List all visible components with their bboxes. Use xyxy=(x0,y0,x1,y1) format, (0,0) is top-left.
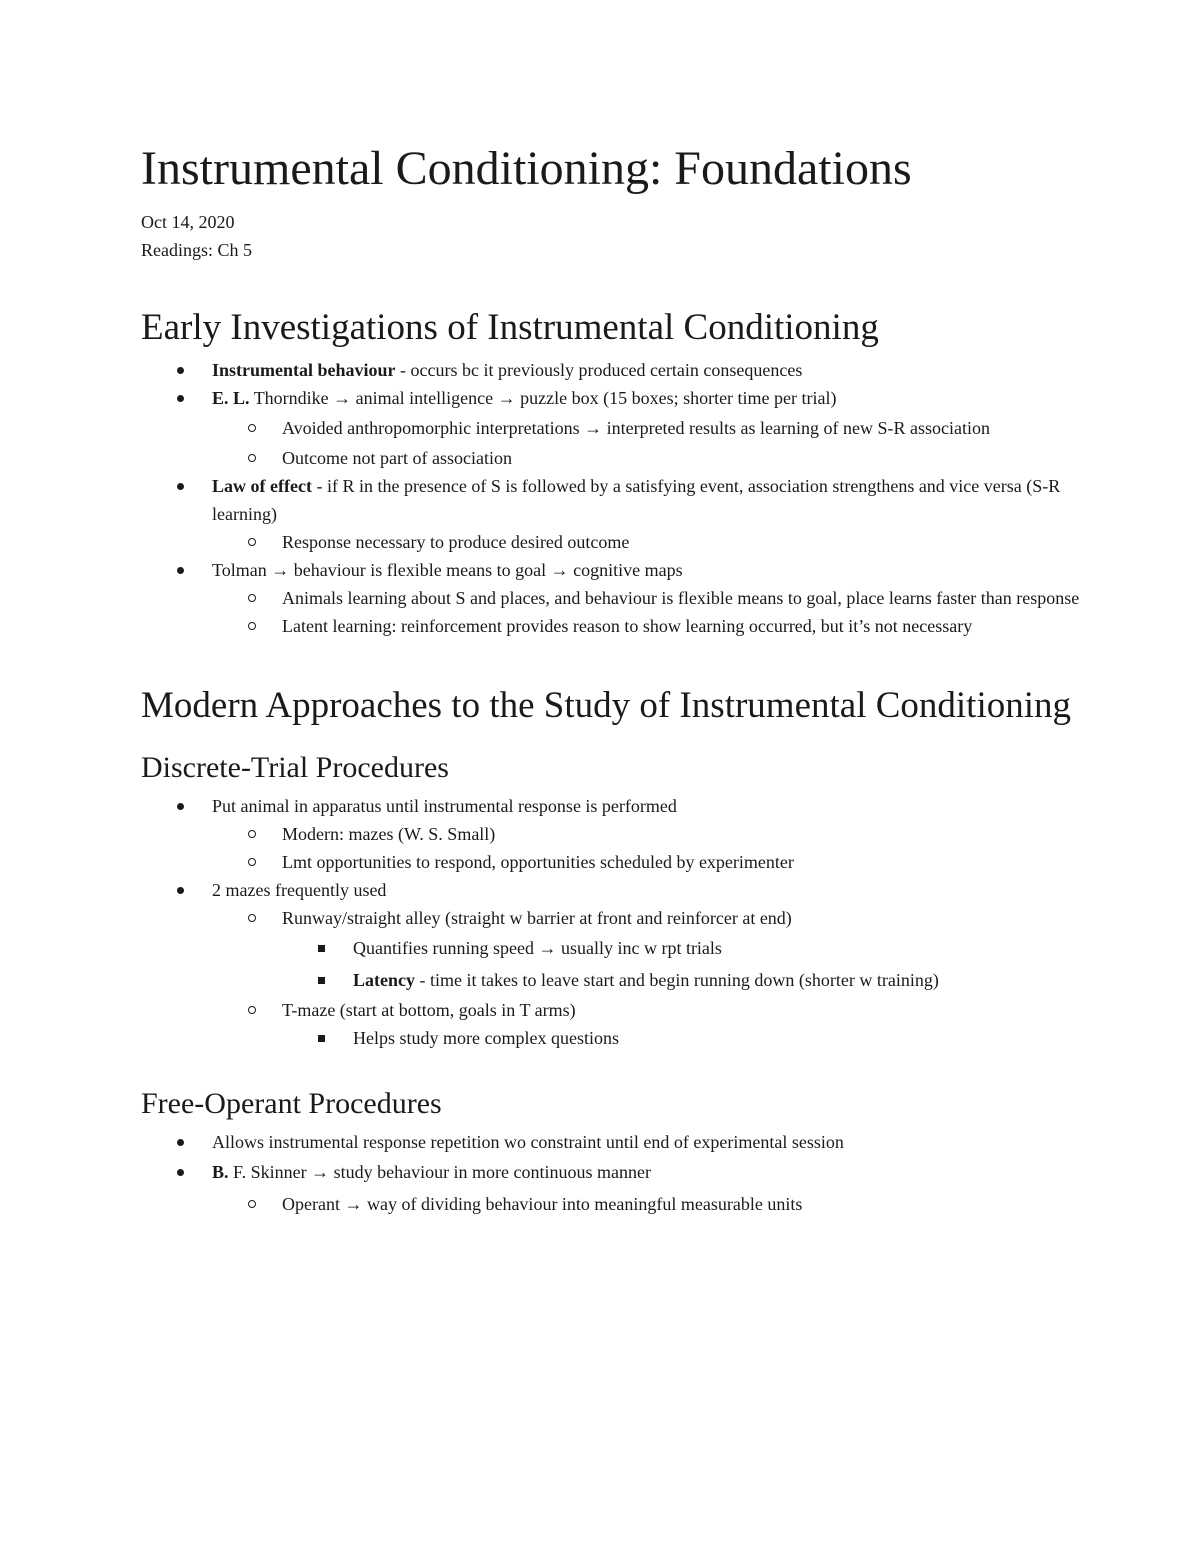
date: Oct 14, 2020 xyxy=(141,211,235,232)
section2-sub2-list xyxy=(141,1128,1081,1220)
section2-sub1-list xyxy=(141,792,1081,1052)
list-item: T-maze (start at bottom, goals in T arms) xyxy=(282,999,576,1020)
section-heading-early: Early Investigations of Instrumental Conditioning xyxy=(141,306,879,348)
subsection-heading-free-operant: Free-Operant Procedures xyxy=(141,1086,442,1120)
list-item: Outcome not part of association xyxy=(282,447,512,468)
list-item: Animals learning about S and places, and behaviour is flexible means to goal, place learns faster than response xyxy=(282,587,1080,608)
subsection-heading-discrete: Discrete-Trial Procedures xyxy=(141,750,449,784)
list-item: Law of effect - if R in the presence of S is followed by a satisfying event, association strengthens and vice versa (S-R learning) xyxy=(212,475,1061,524)
list-item: Allows instrumental response repetition wo constraint until end of experimental session xyxy=(212,1131,844,1152)
list-item: Quantifies running speed → usually inc w rpt trials xyxy=(353,937,722,958)
section1-list xyxy=(141,356,1081,640)
list-item: Helps study more complex questions xyxy=(353,1027,619,1048)
list-item: Latency - time it takes to leave start and begin running down (shorter w training) xyxy=(353,969,939,990)
list-item: Tolman → behaviour is flexible means to goal → cognitive maps xyxy=(212,559,683,580)
list-item: Operant → way of dividing behaviour into meaningful measurable units xyxy=(282,1193,803,1214)
document-page xyxy=(141,140,1081,1220)
list-item: Latent learning: reinforcement provides reason to show learning occurred, but it’s not necessary xyxy=(282,615,973,636)
list-item: Runway/straight alley (straight w barrier at front and reinforcer at end) xyxy=(282,907,792,928)
list-item: Response necessary to produce desired outcome xyxy=(282,531,630,552)
readings: Readings: Ch 5 xyxy=(141,239,252,260)
section-heading-modern: Modern Approaches to the Study of Instrumental Conditioning xyxy=(141,684,1072,726)
document-title: Instrumental Conditioning: Foundations xyxy=(141,142,912,195)
list-item: Lmt opportunities to respond, opportunities scheduled by experimenter xyxy=(282,851,794,872)
list-item: 2 mazes frequently used xyxy=(212,879,387,900)
list-item: B. F. Skinner → study behaviour in more continuous manner xyxy=(212,1161,652,1182)
list-item: Instrumental behaviour - occurs bc it previously produced certain consequences xyxy=(212,359,803,380)
list-item: Modern: mazes (W. S. Small) xyxy=(282,823,496,844)
list-item: Avoided anthropomorphic interpretations → interpreted results as learning of new S-R association xyxy=(282,417,990,438)
list-item: Put animal in apparatus until instrumental response is performed xyxy=(212,795,677,816)
list-item: E. L. Thorndike → animal intelligence → puzzle box (15 boxes; shorter time per trial) xyxy=(212,387,837,408)
